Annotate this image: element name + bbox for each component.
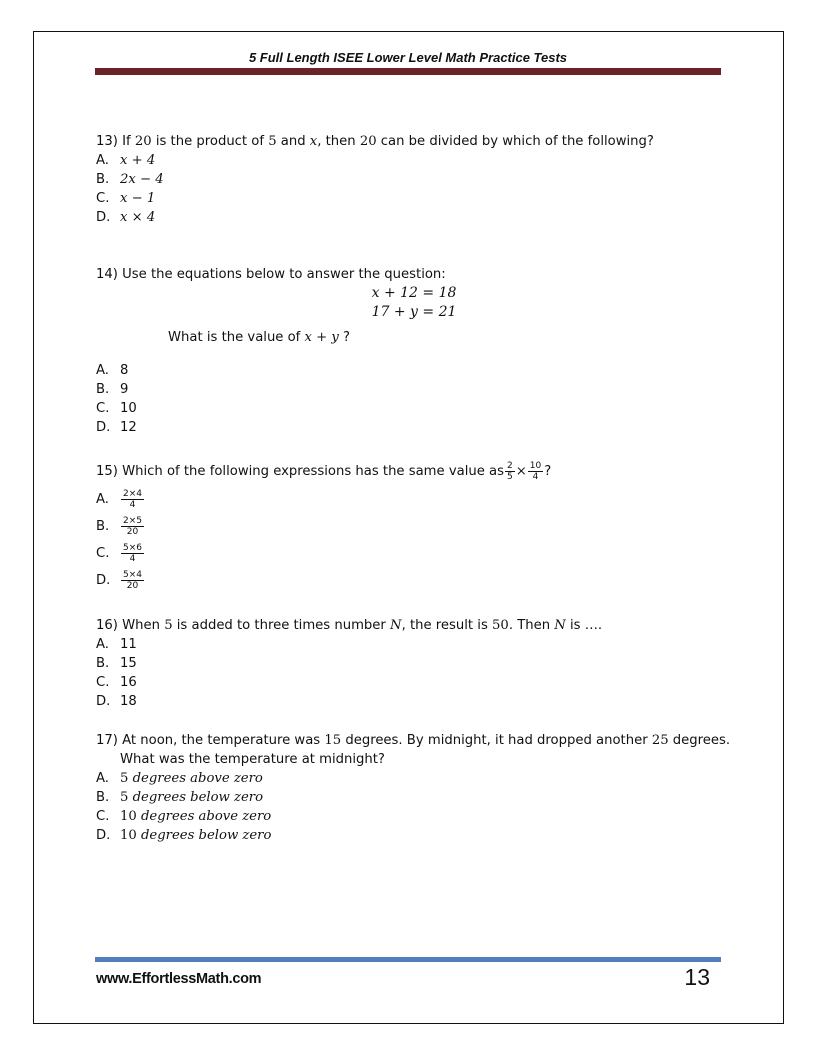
option-value: 9 [120,382,129,397]
option-expression: x + 4 [120,153,156,168]
question-16-text [96,616,602,635]
equation-1: x + 12 = 18 [371,285,457,301]
option-number: 5 [120,790,129,805]
fraction-numerator: 5×4 [123,570,142,580]
option-c[interactable] [96,189,654,208]
option-value: 12 [120,420,137,435]
fraction-denominator: 20 [126,527,139,537]
q17-text-part: degrees. [668,733,731,748]
option-letter: C. [96,546,110,561]
option-value: 18 [120,694,137,709]
times-sign: × [515,463,527,479]
option-words: degrees above zero [140,809,272,824]
fraction-numerator: 2 [507,460,513,471]
q16-variable: N [554,618,566,633]
option-letter: D. [96,694,111,709]
fraction-numerator: 5×6 [123,543,142,553]
option-letter: A. [96,363,109,378]
header-rule [95,68,721,75]
sub-question-text: What is the value of [168,330,305,345]
question-17 [96,731,730,845]
option-expression: x − 1 [120,191,156,206]
footer-rule [95,957,721,962]
option-letter: B. [96,519,110,534]
q16-variable: N [390,618,402,633]
option-number: 5 [120,771,129,786]
option-b[interactable] [96,380,737,399]
option-expression: 2x − 4 [120,172,164,187]
option-letter: A. [96,153,109,168]
sub-question-end: ? [338,330,351,345]
fraction-numerator: 2×5 [123,516,142,526]
option-letter: B. [96,656,110,671]
question-17-text-line-2: What was the temperature at midnight? [120,752,385,767]
option-a[interactable] [96,769,730,788]
q17-number: 15 [324,733,342,748]
option-words: degrees below zero [132,790,264,805]
q17-number: 25 [651,733,669,748]
q13-number: 5 [268,134,277,149]
option-b[interactable] [96,654,602,673]
equation-2: 17 + y = 21 [371,304,457,320]
q17-text-part: degrees. By midnight, it had dropped another [341,733,652,748]
q13-variable: x [309,134,318,149]
option-letter: D. [96,210,111,225]
option-c[interactable] [96,673,602,692]
option-letter: D. [96,420,111,435]
option-d[interactable] [96,567,551,594]
option-letter: A. [96,492,109,507]
sub-question-expression: x + y [304,330,339,345]
question-14-text: 14) Use the equations below to answer the question: [96,267,446,282]
option-letter: C. [96,191,110,206]
question-13 [96,132,654,227]
question-14 [96,265,737,437]
q15-text-part: 15) Which of the following expressions has the same value as [96,463,504,479]
option-a[interactable] [96,635,602,654]
option-letter: B. [96,172,110,187]
option-a[interactable] [96,361,737,380]
footer-website: www.EffortlessMath.com [96,971,262,987]
option-c[interactable] [96,807,730,826]
option-b[interactable] [96,788,730,807]
q16-text-part: . Then [508,618,555,633]
question-16 [96,616,602,711]
option-fraction [121,570,144,591]
fraction-numerator: 10 [529,460,542,471]
question-13-text [96,132,654,151]
option-letter: D. [96,573,111,588]
fraction-denominator: 20 [126,581,139,591]
option-b[interactable] [96,513,551,540]
q16-number: 50 [492,618,509,633]
option-value: 15 [120,656,137,671]
option-d[interactable] [96,418,737,437]
option-letter: C. [96,675,110,690]
option-words: degrees below zero [140,828,272,843]
option-d[interactable] [96,208,654,227]
q13-text-part: is the product of [151,134,269,149]
option-d[interactable] [96,826,730,845]
option-letter: D. [96,828,111,843]
fraction-ten-fourths [528,461,543,482]
option-fraction [121,543,144,564]
q13-number: 20 [359,134,377,149]
option-words: degrees above zero [132,771,263,786]
q16-text-part: , the result is [401,618,493,633]
question-15 [96,456,551,594]
option-letter: B. [96,790,110,805]
option-number: 10 [120,809,137,824]
option-d[interactable] [96,692,602,711]
option-letter: C. [96,809,110,824]
q16-text-part: is …. [565,618,603,633]
option-number: 10 [120,828,137,843]
q13-text-part: and [276,134,310,149]
sub-question [96,328,737,347]
q16-number: 5 [164,618,173,633]
q13-text-part: 13) If [96,134,135,149]
fraction-denominator: 4 [532,471,539,482]
q13-number: 20 [134,134,152,149]
fraction-denominator: 5 [507,471,513,482]
fraction-two-fifths [505,461,515,482]
q13-text-part: , then [317,134,360,149]
option-letter: C. [96,401,110,416]
fraction-denominator: 4 [129,500,136,510]
option-fraction [121,516,144,537]
option-value: 16 [120,675,137,690]
q16-text-part: is added to three times number [172,618,391,633]
option-letter: A. [96,771,109,786]
fraction-denominator: 4 [129,554,136,564]
option-letter: A. [96,637,109,652]
option-a[interactable] [96,151,654,170]
q16-text-part: 16) When [96,618,165,633]
fraction-numerator: 2×4 [123,489,142,499]
option-c[interactable] [96,399,737,418]
q17-text-part: 17) At noon, the temperature was [96,733,325,748]
option-value: 8 [120,363,129,378]
header-title: 5 Full Length ISEE Lower Level Math Practice Tests [248,50,568,65]
q13-text-part: can be divided by which of the following? [376,134,654,149]
option-b[interactable] [96,170,654,189]
option-c[interactable] [96,540,551,567]
option-fraction [121,489,144,510]
option-letter: B. [96,382,110,397]
option-value: 10 [120,401,137,416]
question-17-text [96,731,730,750]
page-number: 13 [684,964,710,990]
q15-text-end: ? [544,463,552,479]
option-value: 11 [120,637,137,652]
option-a[interactable] [96,486,551,513]
option-expression: x × 4 [120,210,156,225]
question-15-text [96,456,551,486]
